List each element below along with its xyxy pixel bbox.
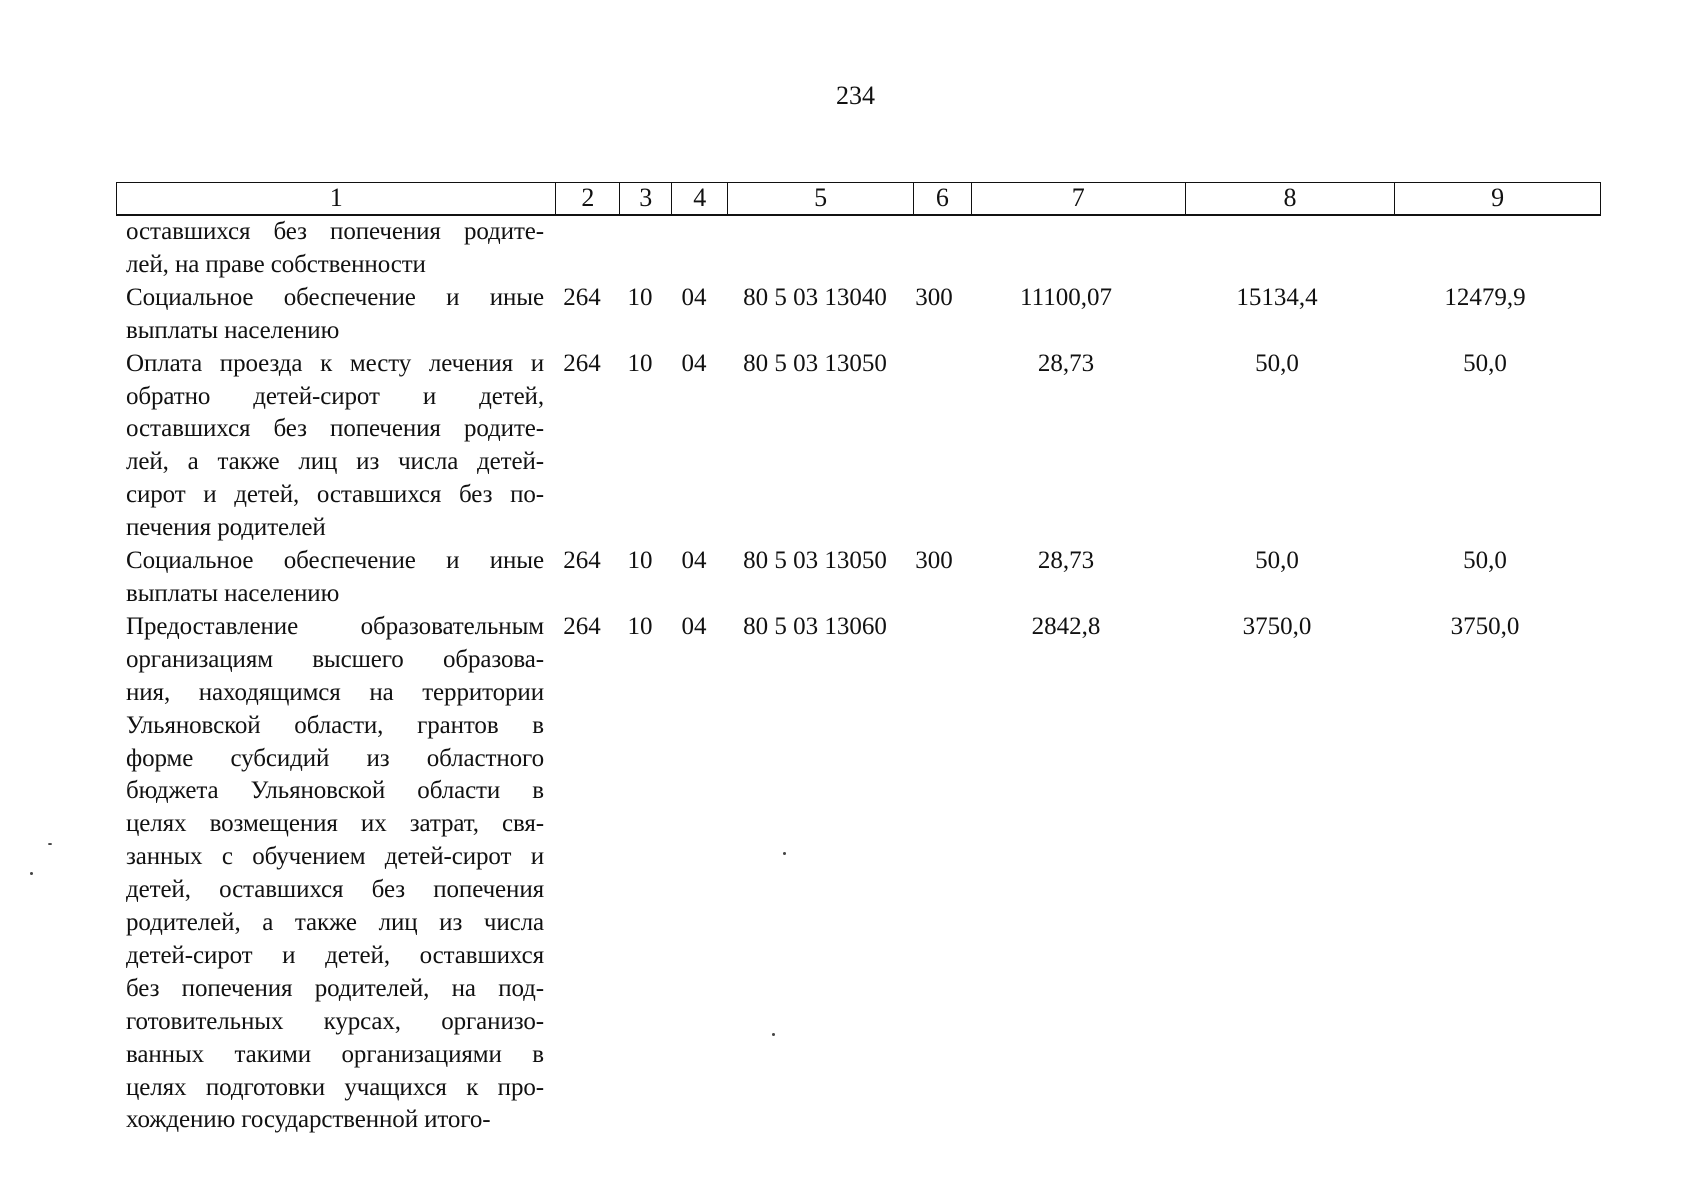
description-line: занных с обучением детей-сирот и — [126, 843, 544, 871]
description-line: хождению государственной итого- — [126, 1106, 491, 1134]
description-line: организациям высшего образова- — [126, 645, 544, 673]
description-line: выплаты населению — [126, 316, 340, 344]
table-row — [126, 216, 1601, 282]
header-col-4: 4 — [672, 183, 728, 214]
header-col-6: 6 — [914, 183, 972, 214]
cell-col-9: 12479,9 — [1444, 283, 1526, 311]
cell-col-9: 50,0 — [1463, 547, 1507, 575]
description-line: целях подготовки учащихся к про- — [126, 1073, 544, 1101]
description-line: бюджета Ульяновской области в — [126, 777, 544, 805]
description-line: лей, а также лиц из числа детей- — [126, 448, 544, 476]
description-line: целях возмещения их затрат, свя- — [126, 810, 544, 838]
page-number: 234 — [836, 81, 875, 110]
scan-speck — [30, 872, 33, 875]
row-description — [126, 545, 550, 611]
cell-col-5: 80 5 03 13050 — [743, 349, 887, 377]
table-row — [126, 282, 1601, 348]
cell-col-5: 80 5 03 13060 — [743, 612, 887, 640]
description-line: ванных такими организациями в — [126, 1040, 544, 1068]
cell-col-3: 10 — [627, 349, 653, 377]
description-line: Оплата проезда к месту лечения и — [126, 349, 544, 377]
row-description — [126, 216, 550, 282]
header-col-7: 7 — [972, 183, 1186, 214]
description-line: готовительных курсах, организо- — [126, 1007, 544, 1035]
description-line: Социальное обеспечение и иные — [126, 547, 544, 575]
cell-col-5: 80 5 03 13040 — [743, 283, 887, 311]
cell-col-4: 04 — [681, 612, 707, 640]
cell-col-8: 15134,4 — [1236, 283, 1318, 311]
cell-col-2: 264 — [563, 547, 601, 575]
header-col-2: 2 — [556, 183, 620, 214]
cell-col-7: 11100,07 — [1020, 283, 1112, 311]
cell-col-7: 2842,8 — [1031, 612, 1101, 640]
scan-speck — [772, 1033, 775, 1036]
cell-col-9: 50,0 — [1463, 349, 1507, 377]
description-line: родителей, а также лиц из числа — [126, 909, 544, 937]
cell-col-3: 10 — [627, 547, 653, 575]
description-line: детей-сирот и детей, оставшихся — [126, 941, 544, 969]
description-line: ния, находящимся на территории — [126, 678, 544, 706]
cell-col-6: 300 — [915, 547, 953, 575]
row-description — [126, 282, 550, 348]
cell-col-3: 10 — [627, 283, 653, 311]
description-line: оставшихся без попечения родите- — [126, 415, 544, 443]
cell-col-8: 3750,0 — [1242, 612, 1312, 640]
cell-col-7: 28,73 — [1037, 547, 1095, 575]
description-line: Социальное обеспечение и иные — [126, 283, 544, 311]
cell-col-5: 80 5 03 13050 — [743, 547, 887, 575]
description-line: Предоставление образовательным — [126, 612, 544, 640]
header-col-3: 3 — [620, 183, 672, 214]
header-col-1: 1 — [117, 183, 556, 214]
cell-col-4: 04 — [681, 349, 707, 377]
row-description — [126, 611, 550, 1138]
header-col-9: 9 — [1491, 183, 1505, 212]
description-line: Ульяновской области, грантов в — [126, 711, 544, 739]
row-description — [126, 348, 550, 545]
cell-col-8: 50,0 — [1255, 547, 1299, 575]
description-line: выплаты населению — [126, 579, 340, 607]
cell-col-2: 264 — [563, 612, 601, 640]
description-line: сирот и детей, оставшихся без по- — [126, 481, 544, 509]
description-line: оставшихся без попечения родите- — [126, 218, 544, 245]
cell-col-9: 3750,0 — [1450, 612, 1520, 640]
description-line: лей, на праве собственности — [126, 250, 426, 278]
cell-col-2: 264 — [563, 283, 601, 311]
table-row — [126, 348, 1601, 545]
cell-col-7: 28,73 — [1037, 349, 1095, 377]
table-body — [126, 216, 1601, 1137]
cell-col-6: 300 — [915, 283, 953, 311]
header-col-5: 5 — [728, 183, 914, 214]
description-line: детей, оставшихся без попечения — [126, 876, 544, 904]
cell-col-3: 10 — [627, 612, 653, 640]
description-line: печения родителей — [126, 514, 326, 542]
table-header — [116, 182, 1601, 216]
description-line: форме субсидий из областного — [126, 744, 544, 772]
cell-col-4: 04 — [681, 547, 707, 575]
description-line: без попечения родителей, на под- — [126, 974, 544, 1002]
cell-col-2: 264 — [563, 349, 601, 377]
scan-speck — [48, 843, 52, 845]
table-row — [126, 545, 1601, 611]
cell-col-8: 50,0 — [1255, 349, 1299, 377]
table-row — [126, 611, 1601, 1138]
cell-col-4: 04 — [681, 283, 707, 311]
description-line: обратно детей-сирот и детей, — [126, 382, 544, 410]
scan-speck — [783, 852, 786, 855]
header-col-8: 8 — [1186, 183, 1396, 214]
